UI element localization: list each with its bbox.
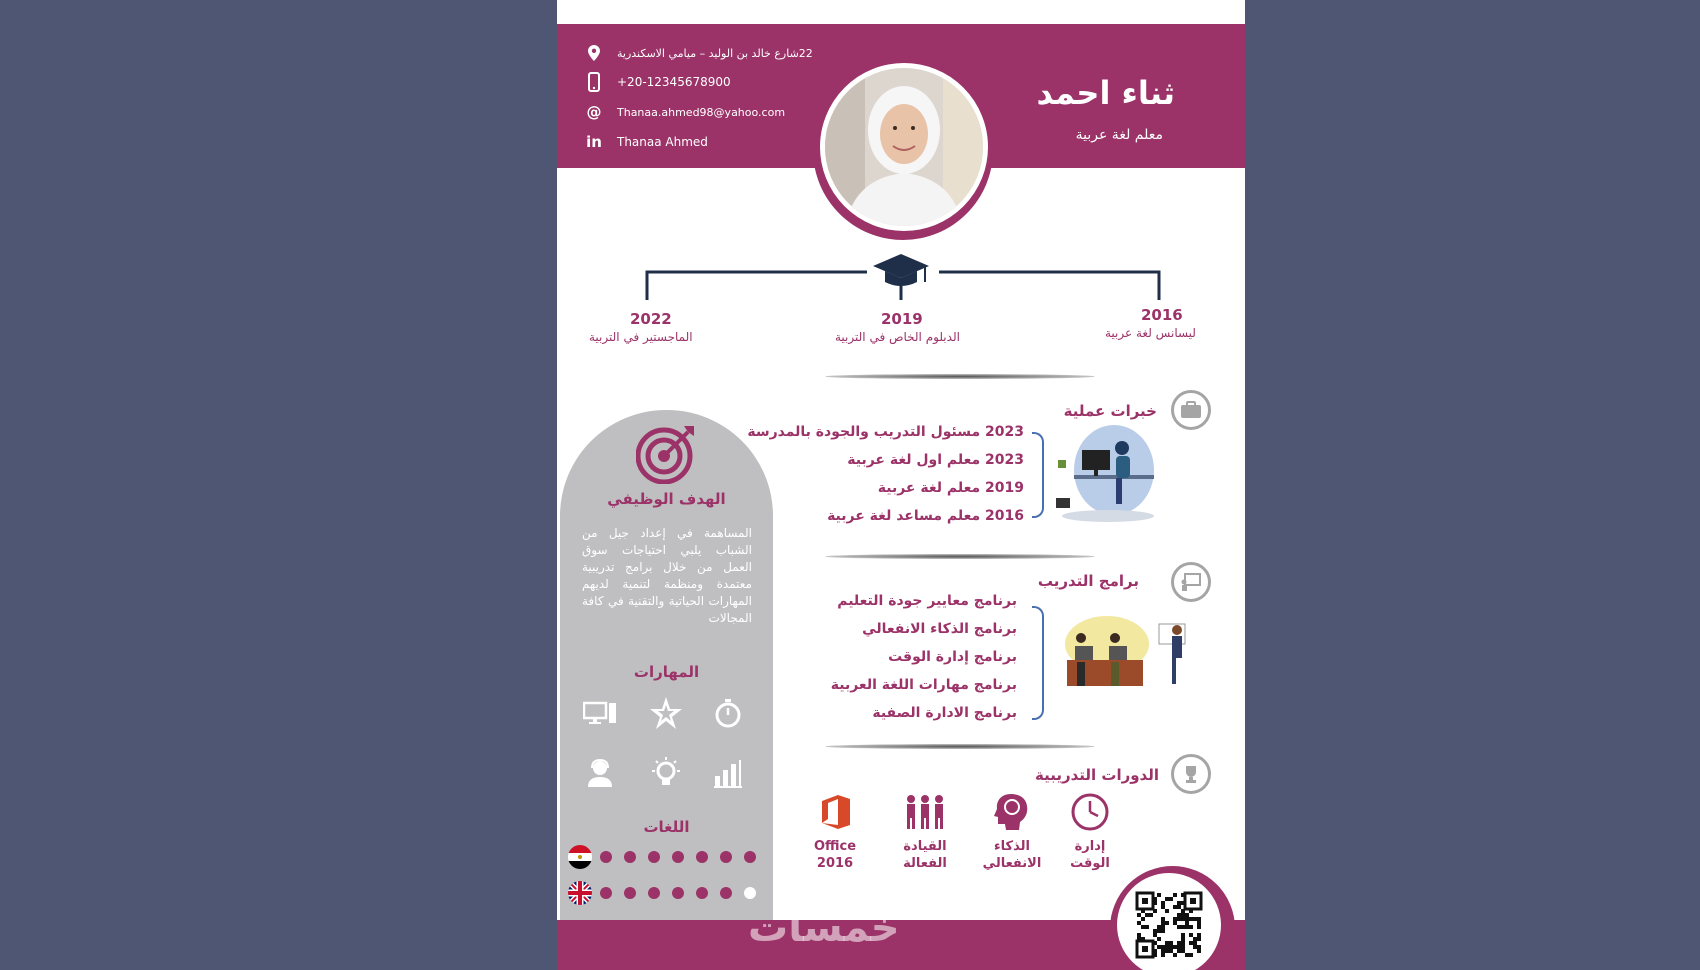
course-line1: الذكاء [994, 839, 1030, 854]
course-line2: الوقت [1070, 856, 1110, 871]
course-line1: Office [813, 839, 857, 854]
office-logo-icon [795, 790, 875, 834]
email-text: Thanaa.ahmed98@yahoo.com [617, 105, 786, 119]
training-item: برنامج مهارات اللغة العربية [830, 677, 1017, 693]
level-dot-filled [648, 851, 660, 863]
edu-year-2: 2019 [881, 310, 923, 328]
level-dot-filled [720, 851, 732, 863]
teamwork-star-icon [646, 693, 686, 733]
objective-text: المساهمة في إعداد جيل من الشباب يلبي احتياجات سوق العمل من خلال برامج تدريبية معتمدة ومنظمة لتنمية لديهم المهارات الحياتية والتقنية في كافة المجالات [582, 526, 752, 625]
support-agent-icon [580, 753, 620, 793]
languages-title: اللغات [643, 818, 690, 836]
divider-3 [825, 744, 1095, 749]
qr-code [1117, 873, 1221, 970]
level-dot-filled [744, 851, 756, 863]
course-line1: القيادة [903, 839, 947, 854]
level-dot-empty [744, 887, 756, 899]
team-people-icon [885, 790, 965, 834]
language-level-dots [600, 887, 768, 899]
office-worker-illustration [1052, 420, 1162, 530]
experience-item: 2019 معلم لغة عربية [877, 480, 1024, 496]
level-dot-filled [672, 851, 684, 863]
cv-page [557, 0, 1245, 970]
contact-phone [583, 69, 731, 95]
level-dot-filled [624, 887, 636, 899]
profile-photo-frame [813, 60, 993, 240]
person-name: ثناء احمد [1036, 74, 1175, 112]
divider-2 [825, 554, 1095, 559]
language-level-dots [600, 851, 768, 863]
location-pin-icon [583, 45, 605, 61]
level-dot-filled [600, 851, 612, 863]
linkedin-text: Thanaa Ahmed [617, 135, 708, 149]
egypt-flag-icon [568, 845, 592, 869]
divider-1 [825, 374, 1095, 379]
language-row-arabic [568, 845, 768, 869]
level-dot-filled [696, 851, 708, 863]
course-office [795, 790, 875, 872]
level-dot-filled [600, 887, 612, 899]
training-item: برنامج الادارة الصفية [872, 705, 1017, 721]
briefcase-icon [1171, 390, 1211, 430]
contact-email [583, 99, 785, 125]
brain-head-icon [972, 790, 1052, 834]
experience-item: 2023 مسئول التدريب والجودة بالمدرسة [747, 424, 1024, 440]
phone-icon [583, 72, 605, 92]
edu-year-3: 2016 [1141, 306, 1183, 324]
level-dot-filled [696, 887, 708, 899]
education-timeline [557, 250, 1245, 360]
skills-title: المهارات [633, 663, 700, 681]
course-line2: 2016 [816, 856, 854, 871]
contact-address [583, 40, 813, 66]
course-line2: الفعالة [903, 856, 947, 871]
course-line2: الانفعالي [982, 856, 1042, 871]
clock-icon [1050, 790, 1130, 834]
at-sign-icon: @ [586, 103, 602, 121]
graduation-cap-icon [871, 252, 931, 292]
training-brace [1032, 606, 1044, 720]
courses-title: الدورات التدريبية [1034, 766, 1159, 784]
training-session-illustration [1057, 610, 1197, 694]
level-dot-filled [672, 887, 684, 899]
level-dot-filled [624, 851, 636, 863]
experience-item: 2023 معلم اول لغة عربية [847, 452, 1024, 468]
computer-icon [580, 693, 620, 733]
level-dot-filled [648, 887, 660, 899]
training-item: برنامج الذكاء الانفعالي [862, 621, 1017, 637]
address-text: 22شارع خالد بن الوليد – ميامي الاسكندرية [617, 46, 813, 60]
training-title: برامج التدريب [1037, 572, 1139, 590]
stopwatch-icon [708, 693, 748, 733]
level-dot-filled [720, 887, 732, 899]
course-time-management [1050, 790, 1130, 872]
course-emotional-intelligence [972, 790, 1052, 872]
watermark-text: خمسات [748, 905, 900, 951]
sidebar [560, 410, 773, 930]
experience-brace [1032, 432, 1044, 518]
course-line1: إدارة [1074, 839, 1106, 854]
linkedin-icon: in [586, 133, 602, 151]
idea-bulb-icon [646, 753, 686, 793]
objective-title: الهدف الوظيفي [607, 490, 726, 508]
trophy-icon [1171, 754, 1211, 794]
edu-label-3: ليسانس لغة عربية [1105, 326, 1196, 340]
profile-photo [820, 63, 988, 231]
qr-code-graphic [1117, 873, 1221, 970]
language-row-english [568, 881, 768, 905]
edu-year-1: 2022 [630, 310, 672, 328]
experience-title: خبرات عملية [1063, 402, 1157, 420]
edu-label-1: الماجستير في التربية [589, 330, 693, 344]
training-item: برنامج إدارة الوقت [888, 649, 1017, 665]
course-leadership [885, 790, 965, 872]
growth-chart-icon [708, 753, 748, 793]
edu-label-2: الدبلوم الخاص في التربية [835, 330, 960, 344]
phone-text: +20-12345678900 [617, 75, 731, 89]
presentation-board-icon [1171, 562, 1211, 602]
training-item: برنامج معايير جودة التعليم [837, 593, 1017, 609]
target-icon [636, 424, 696, 484]
qr-frame [1110, 866, 1235, 970]
job-title: معلم لغة عربية [1075, 127, 1163, 143]
contact-linkedin [583, 129, 708, 155]
experience-item: 2016 معلم مساعد لغة عربية [827, 508, 1024, 524]
uk-flag-icon [568, 881, 592, 905]
